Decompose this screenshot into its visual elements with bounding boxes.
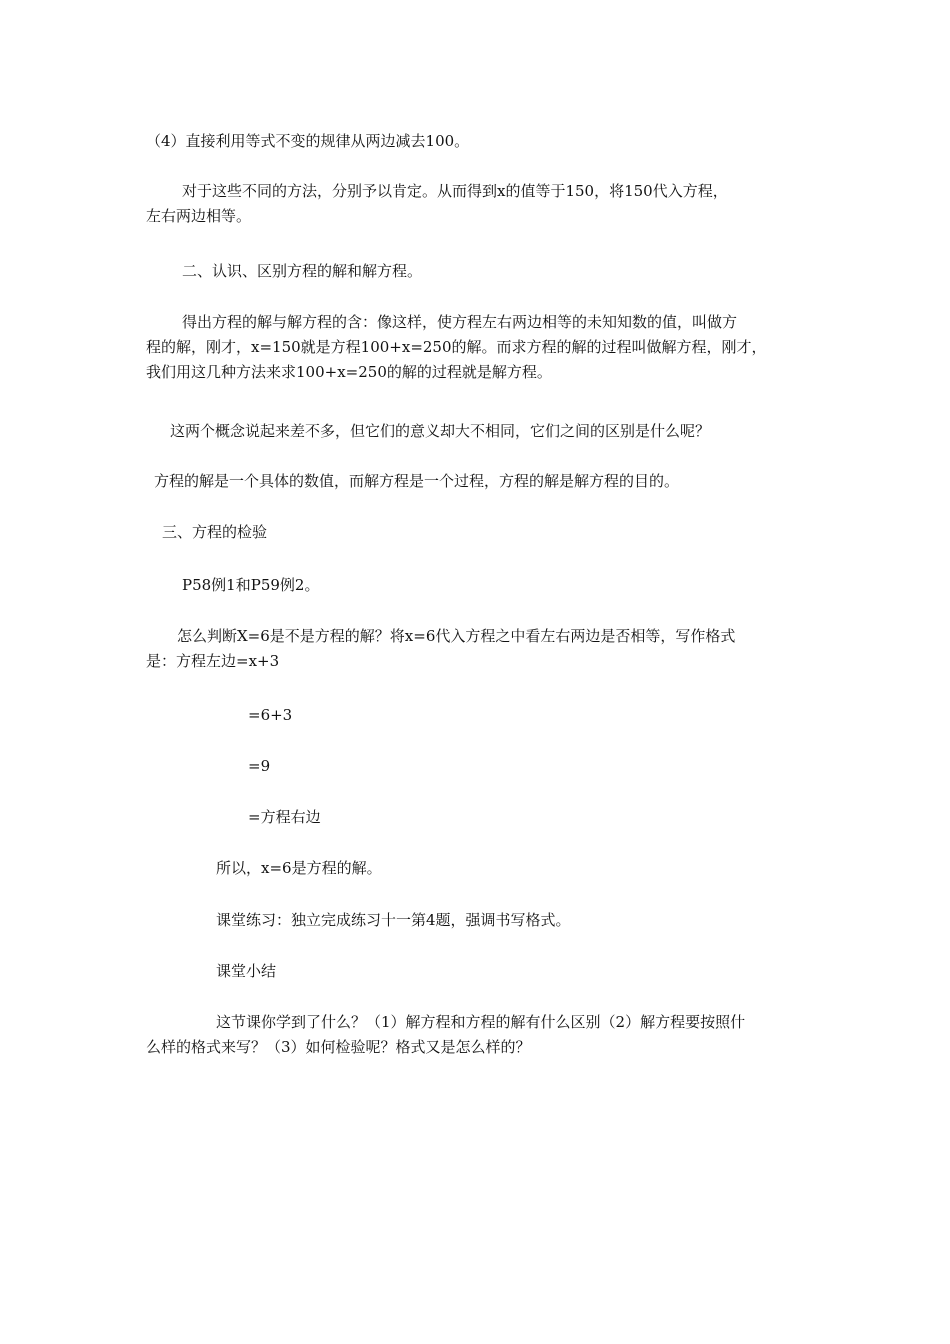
paragraph-conclusion: 所以，x=6是方程的解。 <box>216 859 382 877</box>
paragraph-check-method <box>146 624 735 674</box>
paragraph-solution-definition <box>146 310 767 385</box>
section-heading-2: 二、认识、区别方程的解和解方程。 <box>182 262 423 280</box>
paragraph-difference-answer: 方程的解是一个具体的数值，而解方程是一个过程，方程的解是解方程的目的。 <box>154 472 680 490</box>
paragraph-examples: P58例1和P59例2。 <box>182 576 320 594</box>
paragraph-line: 左右两边相等。 <box>146 207 252 225</box>
paragraph-step-4: （4）直接利用等式不变的规律从两边减去100。 <box>146 132 470 150</box>
paragraph-line: 得出方程的解与解方程的含：像这样，使方程左右两边相等的未知知数的值，叫做方 <box>182 313 738 331</box>
check-step-3: =方程右边 <box>248 808 321 826</box>
paragraph-line: 对于这些不同的方法，分别予以肯定。从而得到x的值等于150，将150代入方程， <box>182 182 728 200</box>
paragraph-line: 程的解，刚才，x=150就是方程100+x=250的解。而求方程的解的过程叫做解方程，刚才， <box>146 338 767 356</box>
paragraph-summary-questions <box>146 1010 745 1060</box>
paragraph-line: 我们用这几种方法来求100+x=250的解的过程就是解方程。 <box>146 363 552 381</box>
check-step-2: =9 <box>248 757 271 775</box>
paragraph-class-exercise: 课堂练习：独立完成练习十一第4题，强调书写格式。 <box>216 911 571 929</box>
paragraph-line: 是：方程左边=x+3 <box>146 652 280 670</box>
paragraph-line: 这节课你学到了什么？（1）解方程和方程的解有什么区别（2）解方程要按照什 <box>216 1013 746 1031</box>
paragraph-line: 怎么判断X=6是不是方程的解？将x=6代入方程之中看左右两边是否相等，写作格式 <box>177 627 736 645</box>
paragraph-line: 么样的格式来写？（3）如何检验呢？格式又是怎么样的？ <box>146 1038 531 1056</box>
paragraph-question-difference: 这两个概念说起来差不多，但它们的意义却大不相同，它们之间的区别是什么呢？ <box>170 422 711 440</box>
check-step-1: =6+3 <box>248 706 293 724</box>
paragraph-summary-heading: 课堂小结 <box>216 962 277 980</box>
section-heading-3: 三、方程的检验 <box>162 523 268 541</box>
paragraph-affirm-methods <box>146 179 728 229</box>
